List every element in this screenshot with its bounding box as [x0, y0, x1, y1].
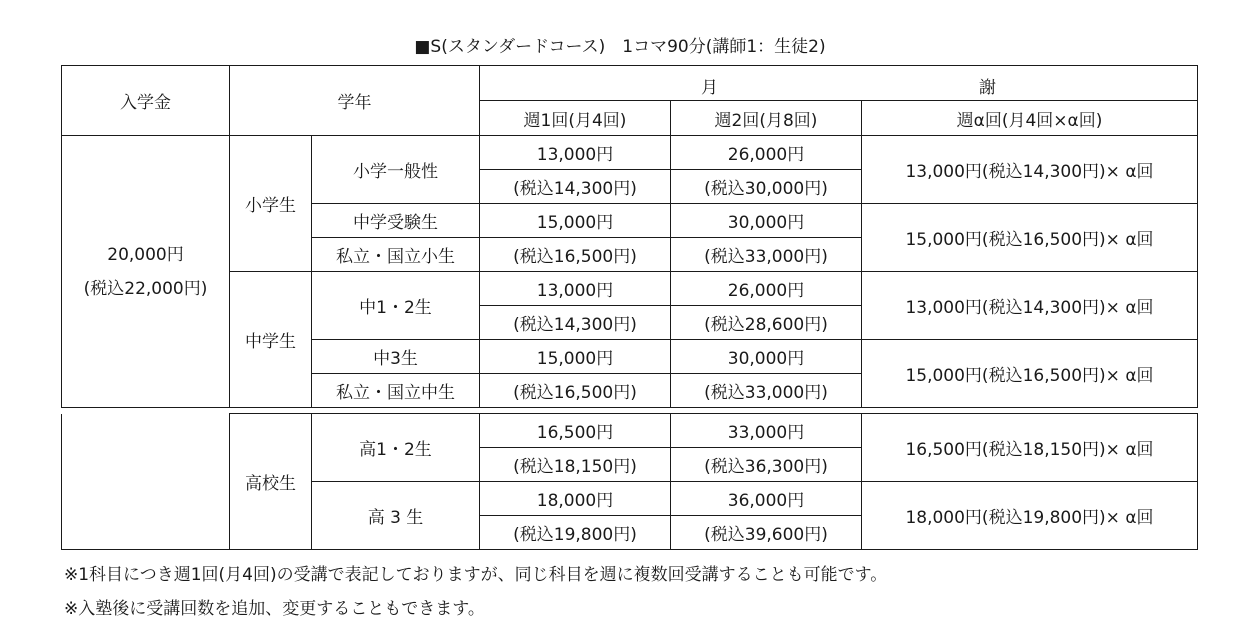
week1-price-tax: (税込16,500円)	[480, 374, 671, 408]
week2-price-tax: (税込28,600円)	[671, 306, 862, 340]
grade-label: 高1・2生	[312, 414, 480, 482]
alpha-price: 13,000円(税込14,300円)× α回	[862, 136, 1198, 204]
header-entrance-fee: 入学金	[62, 66, 230, 136]
grade-label: 高 3 生	[312, 482, 480, 550]
alpha-price: 13,000円(税込14,300円)× α回	[862, 272, 1198, 340]
note-2: ※入塾後に受講回数を追加、変更することもできます。	[64, 599, 485, 619]
week1-price-tax: (税込14,300円)	[480, 306, 671, 340]
alpha-price: 18,000円(税込19,800円)× α回	[862, 482, 1198, 550]
grade-label: 私立・国立小生	[312, 238, 480, 272]
week2-price-tax: (税込33,000円)	[671, 374, 862, 408]
week1-price: 18,000円	[480, 482, 671, 516]
week1-price-tax: (税込18,150円)	[480, 448, 671, 482]
grade-label: 中3生	[312, 340, 480, 374]
group-label: 中学生	[230, 272, 312, 408]
notes	[64, 558, 887, 626]
table-row	[62, 414, 1198, 448]
week2-price-tax: (税込39,600円)	[671, 516, 862, 550]
week1-price-tax: (税込19,800円)	[480, 516, 671, 550]
alpha-price: 16,500円(税込18,150円)× α回	[862, 414, 1198, 482]
week1-price: 15,000円	[480, 204, 671, 238]
tuition-table	[61, 65, 1198, 408]
header-tuition	[480, 66, 1198, 101]
note-1: ※1科目につき週1回(月4回)の受講で表記しておりますが、同じ科目を週に複数回受講することも可能です。	[64, 565, 888, 585]
entrance-fee-amount: 20,000円	[107, 244, 184, 265]
week2-price-tax: (税込30,000円)	[671, 170, 862, 204]
header-tuition-left: 月	[701, 78, 718, 98]
week1-price-tax: (税込14,300円)	[480, 170, 671, 204]
table-row	[62, 272, 1198, 306]
header-week1: 週1回(月4回)	[480, 101, 671, 136]
header-tuition-right: 謝	[979, 78, 996, 98]
alpha-price: 15,000円(税込16,500円)× α回	[862, 204, 1198, 272]
grade-label: 私立・国立中生	[312, 374, 480, 408]
week2-price: 30,000円	[671, 340, 862, 374]
group-label: 高校生	[230, 414, 312, 550]
header-week-alpha: 週α回(月4回×α回)	[862, 101, 1198, 136]
alpha-price: 15,000円(税込16,500円)× α回	[862, 340, 1198, 408]
grade-label: 中1・2生	[312, 272, 480, 340]
table-row	[62, 136, 1198, 170]
grade-label: 中学受験生	[312, 204, 480, 238]
week1-price: 15,000円	[480, 340, 671, 374]
grade-label: 小学一般性	[312, 136, 480, 204]
week2-price: 26,000円	[671, 272, 862, 306]
week1-price: 16,500円	[480, 414, 671, 448]
tuition-table-highschool	[61, 413, 1198, 550]
week1-price: 13,000円	[480, 272, 671, 306]
week2-price-tax: (税込33,000円)	[671, 238, 862, 272]
week2-price: 33,000円	[671, 414, 862, 448]
week2-price: 36,000円	[671, 482, 862, 516]
week2-price-tax: (税込36,300円)	[671, 448, 862, 482]
week1-price-tax: (税込16,500円)	[480, 238, 671, 272]
entrance-fee-cell-continued	[62, 414, 230, 550]
week1-price: 13,000円	[480, 136, 671, 170]
entrance-fee-tax: (税込22,000円)	[83, 278, 208, 299]
entrance-fee-cell	[62, 136, 230, 408]
week2-price: 30,000円	[671, 204, 862, 238]
header-row-1	[62, 66, 1198, 101]
table-title: ■S(スタンダードコース) 1コマ90分(講師1：生徒2)	[414, 37, 826, 57]
header-week2: 週2回(月8回)	[671, 101, 862, 136]
week2-price: 26,000円	[671, 136, 862, 170]
header-grade: 学年	[230, 66, 480, 136]
group-label: 小学生	[230, 136, 312, 272]
